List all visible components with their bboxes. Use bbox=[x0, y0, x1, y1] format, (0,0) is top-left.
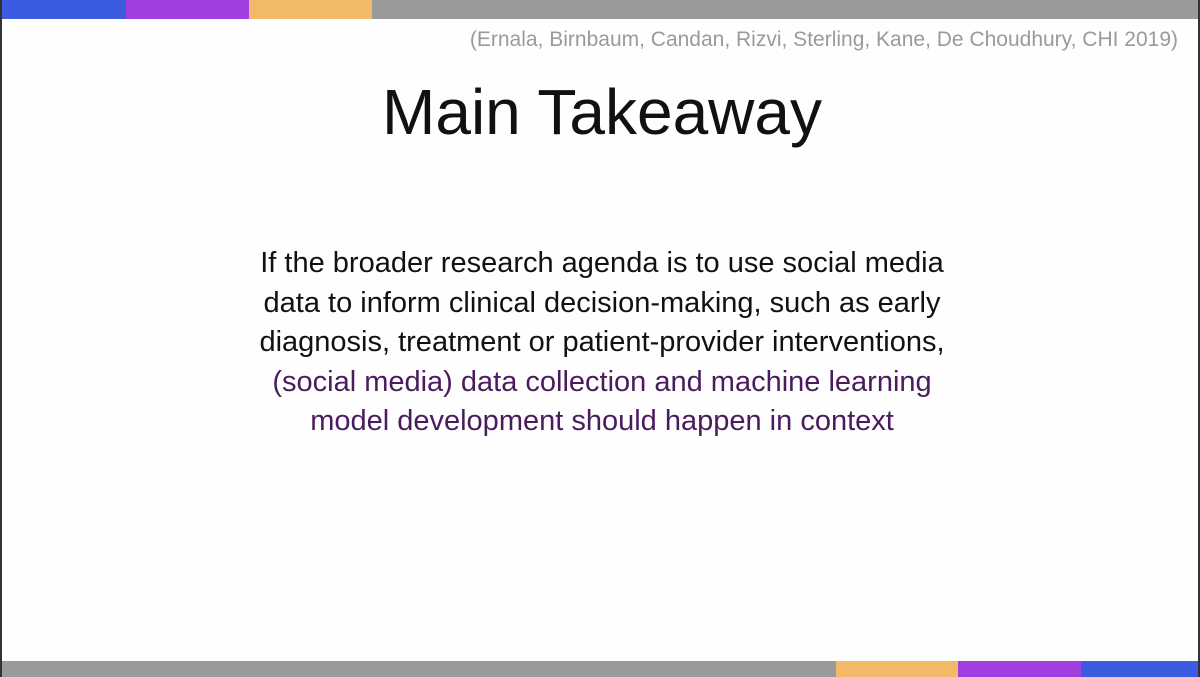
citation: (Ernala, Birnbaum, Candan, Rizvi, Sterling, Kane, De Choudhury, CHI 2019) bbox=[469, 28, 1178, 51]
slide-title: Main Takeaway bbox=[382, 76, 822, 148]
takeaway-plain-text: If the broader research agenda is to use social media data to inform clinical decision-making, such as early diagnosis, treatment or patient-provider interventions, bbox=[259, 247, 945, 358]
top-bar-gray-segment bbox=[372, 0, 1200, 19]
bottom-color-bar bbox=[2, 661, 1200, 677]
takeaway-text bbox=[232, 244, 972, 442]
top-bar-purple-segment bbox=[126, 0, 249, 19]
bottom-bar-orange-segment bbox=[836, 661, 958, 677]
takeaway-highlight-text: (social media) data collection and machine learning model development should happen in context bbox=[272, 365, 932, 437]
bottom-bar-purple-segment bbox=[958, 661, 1081, 677]
top-bar-orange-segment bbox=[249, 0, 372, 19]
bottom-bar-gray-segment bbox=[2, 661, 836, 677]
top-color-bar bbox=[2, 0, 1200, 19]
top-bar-blue-segment bbox=[2, 0, 126, 19]
bottom-bar-blue-segment bbox=[1081, 661, 1200, 677]
